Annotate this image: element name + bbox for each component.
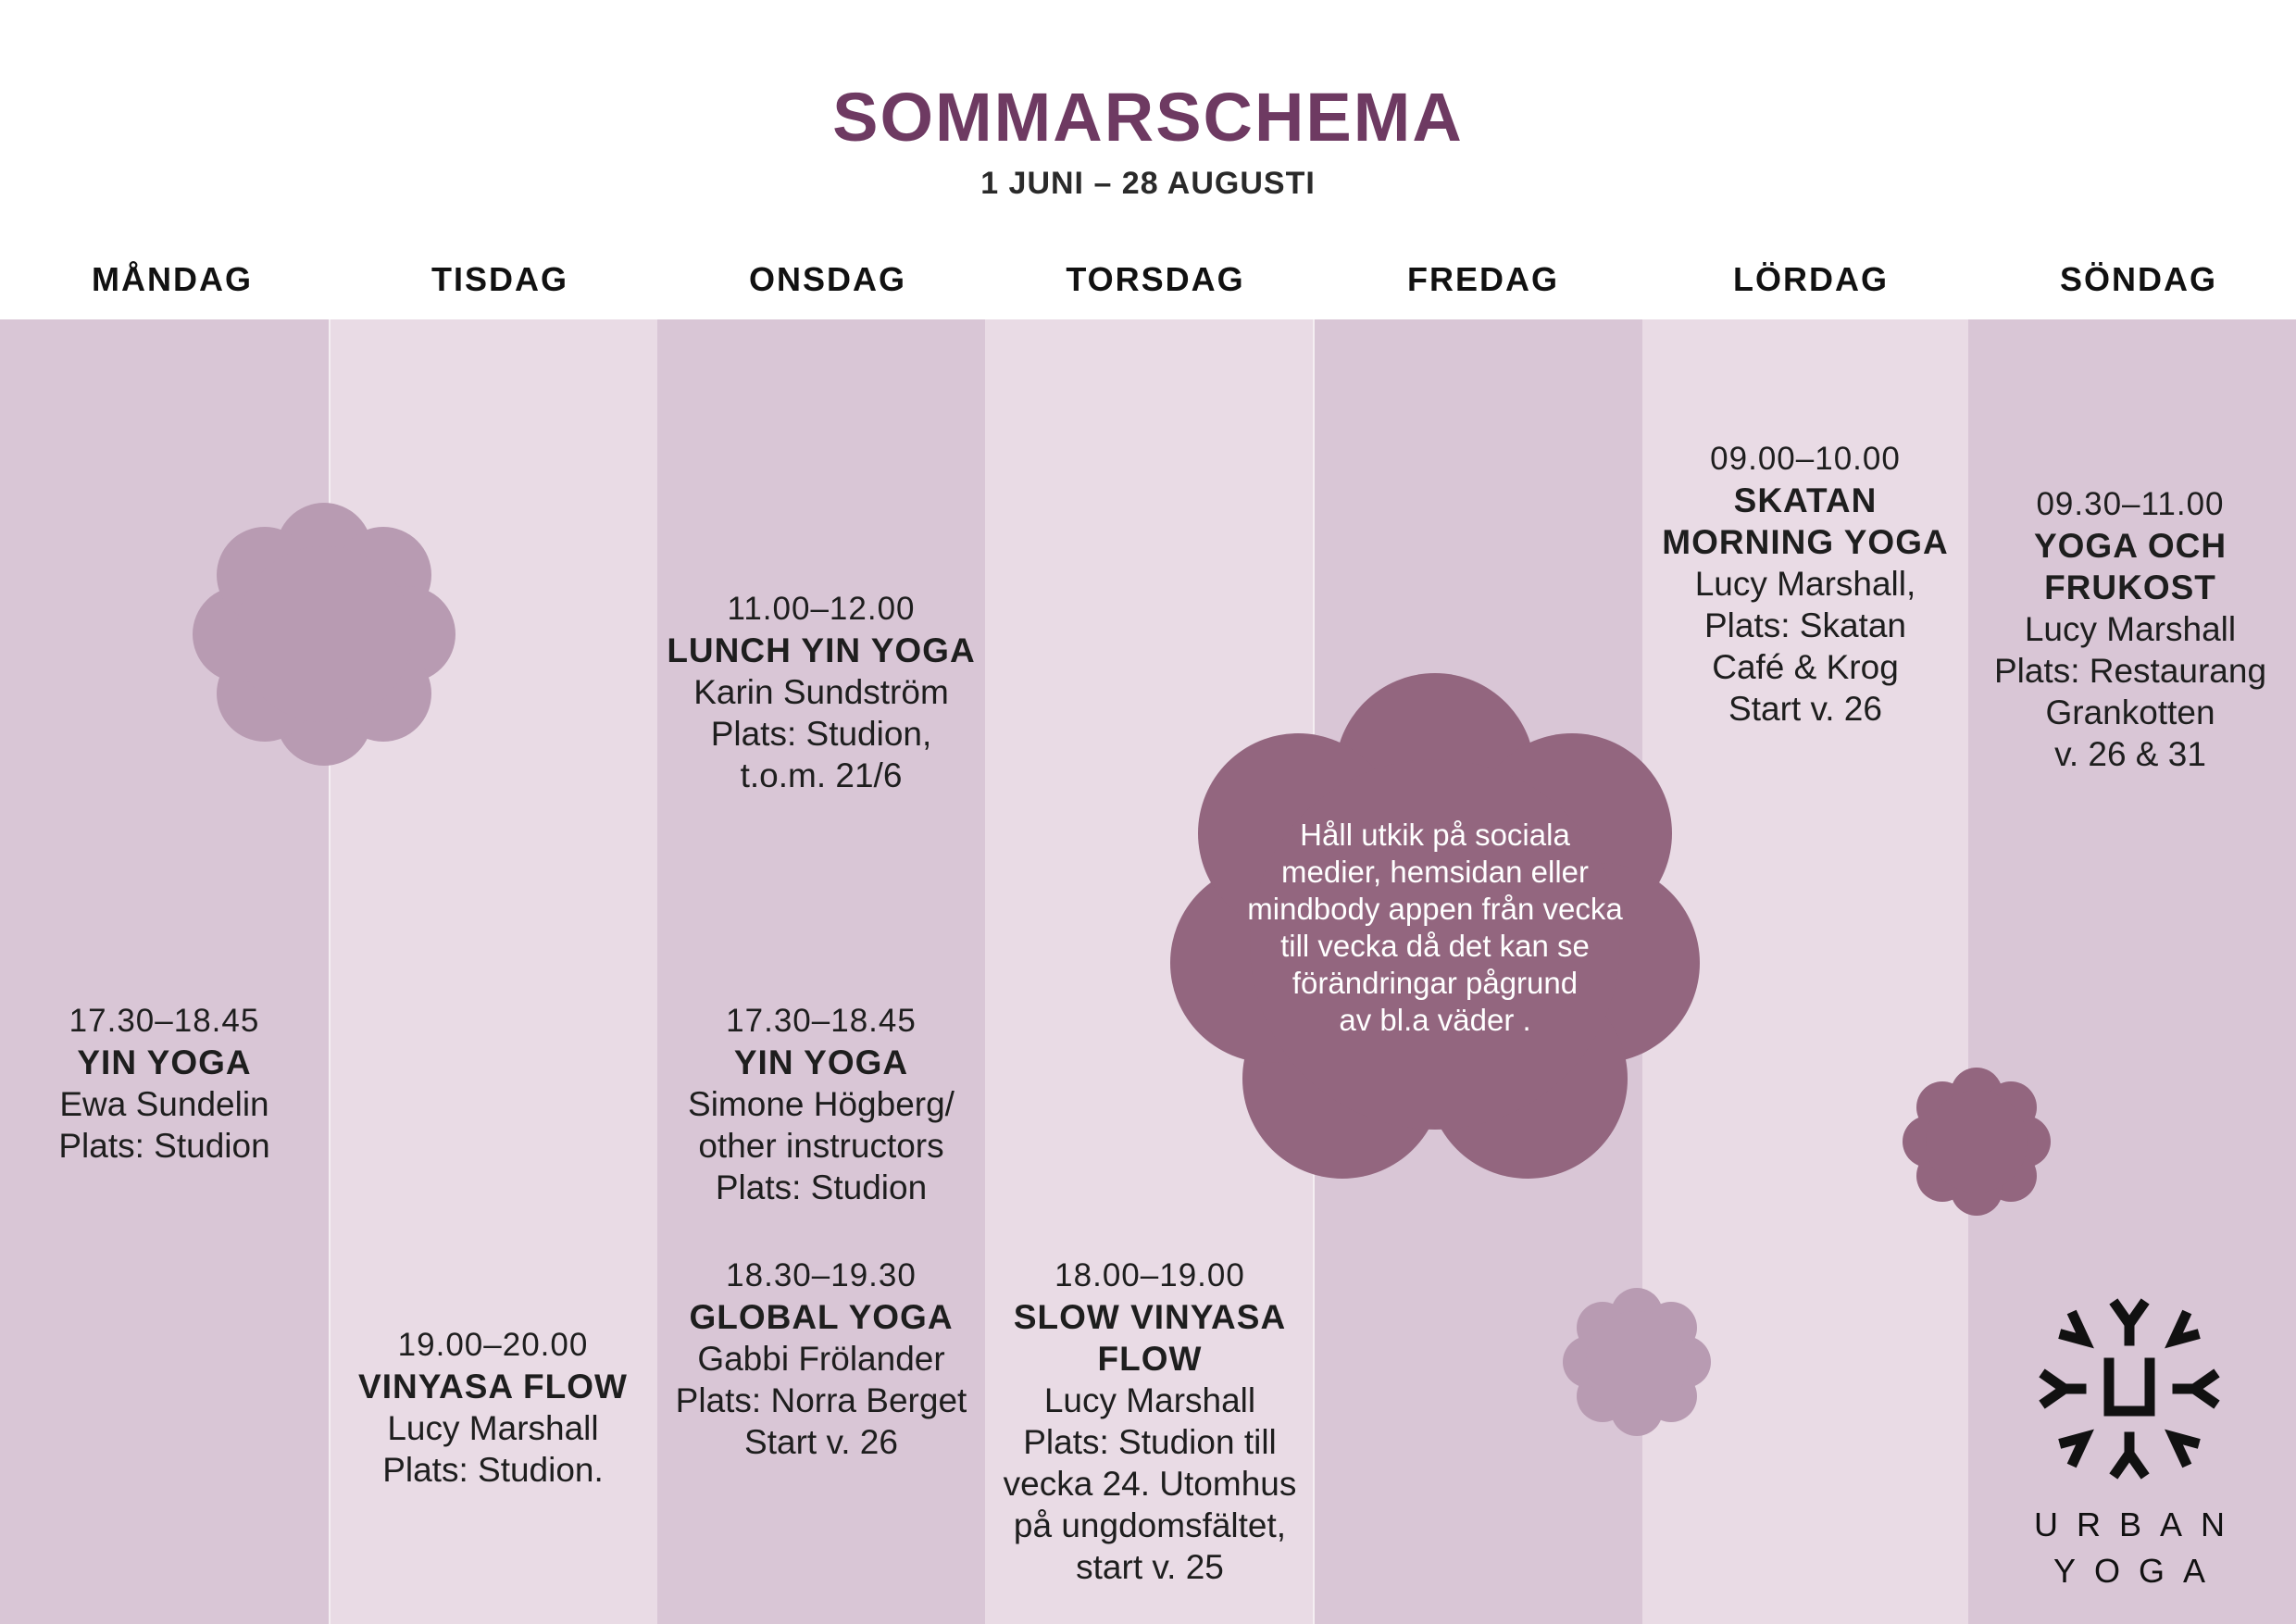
class-name-line2: FLOW: [1097, 1340, 1203, 1378]
day-header-friday: FREDAG: [1407, 260, 1559, 298]
class-location-line2: Grankotten: [2045, 693, 2215, 731]
weather-notice: Håll utkik på sociala medier, hemsidan eller mindbody appen från vecka till vecka då det kan se förändringar pågrund av bl.a väder .: [1247, 818, 1623, 1037]
class-note: t.o.m. 21/6: [740, 756, 903, 794]
small-flower-light-icon: [1560, 1285, 1714, 1439]
class-wednesday-yin-yoga: [657, 1000, 985, 1208]
class-tuesday-vinyasa-flow: [329, 1324, 657, 1491]
day-header-saturday: LÖRDAG: [1733, 260, 1889, 298]
urban-yoga-logo-icon: [2037, 1296, 2222, 1481]
day-header-thursday: TORSDAG: [1066, 260, 1245, 298]
class-instructor: Karin Sundström: [693, 673, 949, 711]
class-time: 18.30–19.30: [726, 1257, 917, 1293]
class-sunday-yoga-och-frukost: [1968, 483, 2292, 775]
class-name: LUNCH YIN YOGA: [667, 631, 976, 669]
class-instructor: Simone Högberg/: [688, 1085, 955, 1123]
class-name-line2: MORNING YOGA: [1662, 523, 1949, 561]
class-location: Plats: Studion: [58, 1127, 270, 1165]
class-time: 11.00–12.00: [727, 591, 916, 627]
class-start: Start v. 26: [744, 1423, 898, 1461]
class-instructor: Lucy Marshall: [1043, 1381, 1256, 1419]
day-header-wednesday: ONSDAG: [748, 260, 906, 298]
class-wednesday-lunch-yin-yoga: [657, 588, 985, 796]
class-instructor: Lucy Marshall: [2024, 610, 2237, 648]
page-title: SOMMARSCHEMA: [832, 79, 1464, 156]
class-time: 17.30–18.45: [69, 1003, 260, 1039]
class-name: SLOW VINYASA: [1013, 1298, 1287, 1336]
class-location-line2: vecka 24. Utomhus: [1003, 1465, 1297, 1503]
date-range: 1 JUNI – 28 AUGUSTI: [980, 166, 1316, 201]
logo-wordmark: URBAN YOGA: [2033, 1505, 2244, 1590]
class-location: Plats: Norra Berget: [675, 1381, 967, 1419]
class-location-line3: på ungdomsfältet,: [1013, 1506, 1287, 1544]
class-name: YIN YOGA: [77, 1043, 252, 1081]
class-thursday-slow-vinyasa-flow: [985, 1255, 1315, 1588]
class-name: YIN YOGA: [733, 1043, 909, 1081]
class-instructor: Lucy Marshall: [387, 1409, 599, 1447]
class-name: SKATAN: [1733, 481, 1878, 519]
class-instructor: Lucy Marshall,: [1694, 565, 1916, 603]
class-weeks: v. 26 & 31: [2054, 735, 2206, 773]
class-location: Plats: Studion till: [1023, 1423, 1277, 1461]
day-header-sunday: SÖNDAG: [2059, 260, 2217, 298]
class-name: YOGA OCH: [2033, 527, 2227, 565]
class-time: 18.00–19.00: [1054, 1257, 1245, 1293]
class-monday-yin-yoga: [0, 1000, 329, 1167]
class-name: VINYASA FLOW: [358, 1368, 628, 1405]
class-location: Plats: Skatan: [1703, 606, 1906, 644]
class-location: Plats: Restaurang: [1993, 652, 2267, 690]
flower-petals: [193, 503, 455, 766]
class-saturday-skatan-morning-yoga: [1642, 438, 1968, 730]
class-name-line2: FRUKOST: [2044, 568, 2216, 606]
small-flower-icon: [1900, 1065, 2053, 1218]
class-location: Plats: Studion: [715, 1168, 928, 1206]
class-location: Plats: Studion,: [710, 715, 932, 753]
class-time: 17.30–18.45: [726, 1003, 917, 1039]
class-instructor: Ewa Sundelin: [59, 1085, 269, 1123]
class-time: 19.00–20.00: [397, 1327, 589, 1363]
class-time: 09.00–10.00: [1710, 441, 1901, 477]
class-wednesday-global-yoga: [657, 1255, 985, 1463]
flower-icon: [185, 495, 463, 773]
class-instructor: Gabbi Frölander: [697, 1340, 945, 1378]
class-location: Plats: Studion.: [382, 1451, 604, 1489]
class-location-line2: Café & Krog: [1712, 648, 1899, 686]
day-header-tuesday: TISDAG: [430, 260, 568, 298]
class-start: Start v. 26: [1728, 690, 1882, 728]
class-instructor-extra: other instructors: [698, 1127, 944, 1165]
class-time: 09.30–11.00: [2036, 486, 2225, 522]
day-header-monday: MÅNDAG: [92, 260, 253, 298]
class-start: start v. 25: [1076, 1548, 1224, 1586]
class-name: GLOBAL YOGA: [689, 1298, 954, 1336]
